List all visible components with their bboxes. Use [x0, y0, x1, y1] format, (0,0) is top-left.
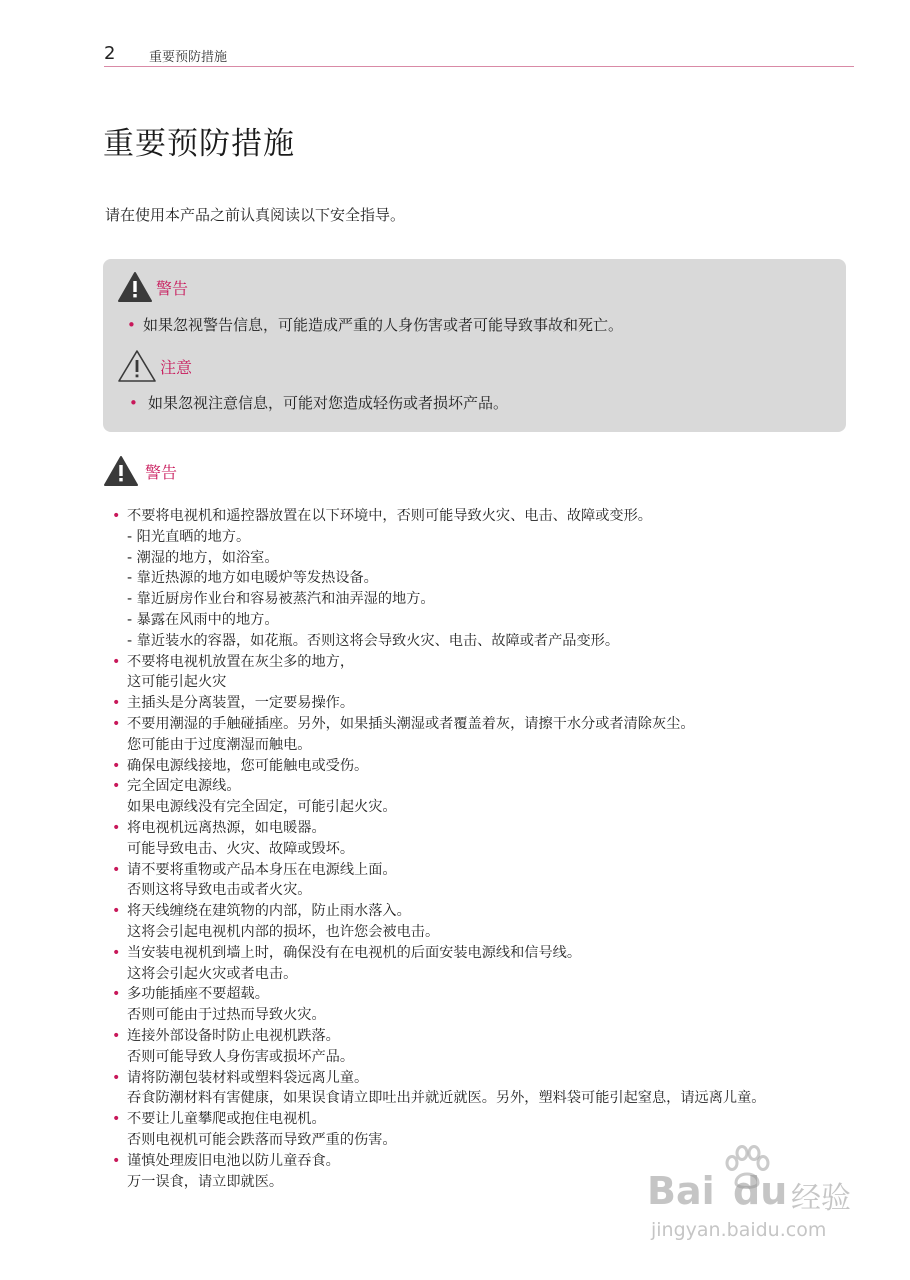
warning-item-text: • 将电视机远离热源，如电暖器。	[127, 819, 326, 836]
warning-item-text: • 连接外部设备时防止电视机跌落。	[127, 1027, 340, 1044]
caution-triangle-icon	[117, 349, 157, 383]
warning-item-detail: - 靠近热源的地方如电暖炉等发热设备。	[127, 570, 378, 587]
warning-item-text: • 完全固定电源线。	[127, 778, 241, 795]
notice-warning-heading	[117, 271, 188, 303]
notice-warning-text	[127, 314, 623, 335]
watermark-url: jingyan.baidu.com	[651, 1219, 827, 1241]
warning-item-detail: - 阳光直晒的地方。	[127, 528, 251, 545]
warning-list-item	[112, 1068, 832, 1110]
page-title: 重要预防措施	[103, 126, 295, 162]
warning-item-text: • 主插头是分离装置，一定要易操作。	[127, 695, 355, 712]
warning-item-detail: 否则可能导致人身伤害或损坏产品。	[127, 1048, 355, 1065]
warning-item-text: • 谨慎处理废旧电池以防儿童吞食。	[127, 1152, 340, 1169]
page-number: 2	[104, 43, 116, 64]
bullet-icon: •	[129, 394, 138, 412]
warning-item-text: • 不要用潮湿的手触碰插座。另外，如果插头潮湿或者覆盖着灰，请擦干水分或者清除灰尘。	[127, 715, 695, 732]
warning-item-detail: - 暴露在风雨中的地方。	[127, 611, 279, 628]
baidu-watermark	[645, 1145, 860, 1245]
warning-item-detail: 否则电视机可能会跌落而导致严重的伤害。	[127, 1131, 397, 1148]
warning-list-item	[112, 652, 832, 694]
notice-warning-label: 警告	[156, 278, 189, 298]
warning-item-detail: 吞食防潮材料有害健康，如果误食请立即吐出并就近就医。另外，塑料袋可能引起窒息，请远离儿童。	[127, 1090, 766, 1107]
warning-section-heading	[103, 455, 177, 487]
intro-text: 请在使用本产品之前认真阅读以下安全指导。	[105, 206, 406, 224]
warning-list-item	[112, 714, 832, 756]
warning-list-item	[112, 1026, 832, 1068]
warning-item-text: • 不要将电视机放置在灰尘多的地方，	[127, 653, 355, 670]
notice-box	[103, 259, 846, 432]
warning-item-detail: 可能导致电击、火灾、故障或毁坏。	[127, 840, 355, 857]
warning-item-detail: - 靠近厨房作业台和容易被蒸汽和油弄湿的地方。	[127, 591, 435, 608]
warning-triangle-icon	[117, 271, 153, 303]
warning-list-item	[112, 818, 832, 860]
warning-item-detail: - 靠近装水的容器，如花瓶。否则这将会导致火灾、电击、故障或者产品变形。	[127, 632, 620, 649]
watermark-brand-cn: 经验	[791, 1181, 851, 1216]
warning-item-detail: 如果电源线没有完全固定，可能引起火灾。	[127, 799, 397, 816]
notice-caution-text-content: 如果忽视注意信息，可能对您造成轻伤或者损坏产品。	[148, 394, 509, 412]
warning-item-text: • 确保电源线接地，您可能触电或受伤。	[127, 757, 369, 774]
warning-item-detail: 您可能由于过度潮湿而触电。	[127, 736, 312, 753]
warning-list-item	[112, 756, 832, 777]
notice-caution-label: 注意	[160, 357, 193, 377]
warning-item-text: • 不要将电视机和遥控器放置在以下环境中，否则可能导致火灾、电击、故障或变形。	[127, 508, 652, 524]
watermark-brand: Bai	[647, 1169, 715, 1213]
bullet-icon: •	[127, 316, 136, 334]
warning-item-detail: - 潮湿的地方，如浴室。	[127, 549, 279, 566]
warning-item-text: • 不要让儿童攀爬或抱住电视机。	[127, 1111, 326, 1128]
warning-list-item	[112, 776, 832, 818]
notice-caution-heading	[117, 349, 192, 383]
warning-item-text: • 请不要将重物或产品本身压在电源线上面。	[127, 861, 397, 878]
warning-item-detail: 这可能引起火灾	[127, 674, 227, 691]
warning-item-detail: 万一误食，请立即就医。	[127, 1173, 284, 1190]
warning-list-item	[112, 693, 832, 714]
warning-list-item	[112, 984, 832, 1026]
warning-item-text: • 将天线缠绕在建筑物的内部，防止雨水落入。	[127, 903, 411, 920]
notice-warning-text-content: 如果忽视警告信息，可能造成严重的人身伤害或者可能导致事故和死亡。	[143, 316, 624, 334]
warning-item-detail: 否则这将导致电击或者火灾。	[127, 882, 312, 899]
warning-list-item	[112, 901, 832, 943]
warning-item-detail: 否则可能由于过热而导致火灾。	[127, 1007, 326, 1024]
watermark-brand-suffix: du	[733, 1169, 788, 1213]
warning-list-item	[112, 506, 832, 652]
warning-triangle-icon	[103, 455, 139, 487]
warning-list	[112, 506, 832, 1192]
warning-item-detail: 这将会引起电视机内部的损坏，也许您会被电击。	[127, 923, 440, 940]
warning-section-label: 警告	[145, 462, 178, 482]
warning-item-text: • 请将防潮包装材料或塑料袋远离儿童。	[127, 1069, 369, 1086]
page-header	[104, 42, 854, 67]
warning-item-detail: 这将会引起火灾或者电击。	[127, 965, 298, 982]
warning-item-text: • 多功能插座不要超载。	[127, 986, 269, 1003]
warning-item-text: • 当安装电视机到墙上时，确保没有在电视机的后面安装电源线和信号线。	[127, 944, 582, 961]
warning-list-item	[112, 860, 832, 902]
header-section-title: 重要预防措施	[149, 50, 228, 65]
notice-caution-text	[129, 392, 508, 413]
warning-list-item	[112, 943, 832, 985]
